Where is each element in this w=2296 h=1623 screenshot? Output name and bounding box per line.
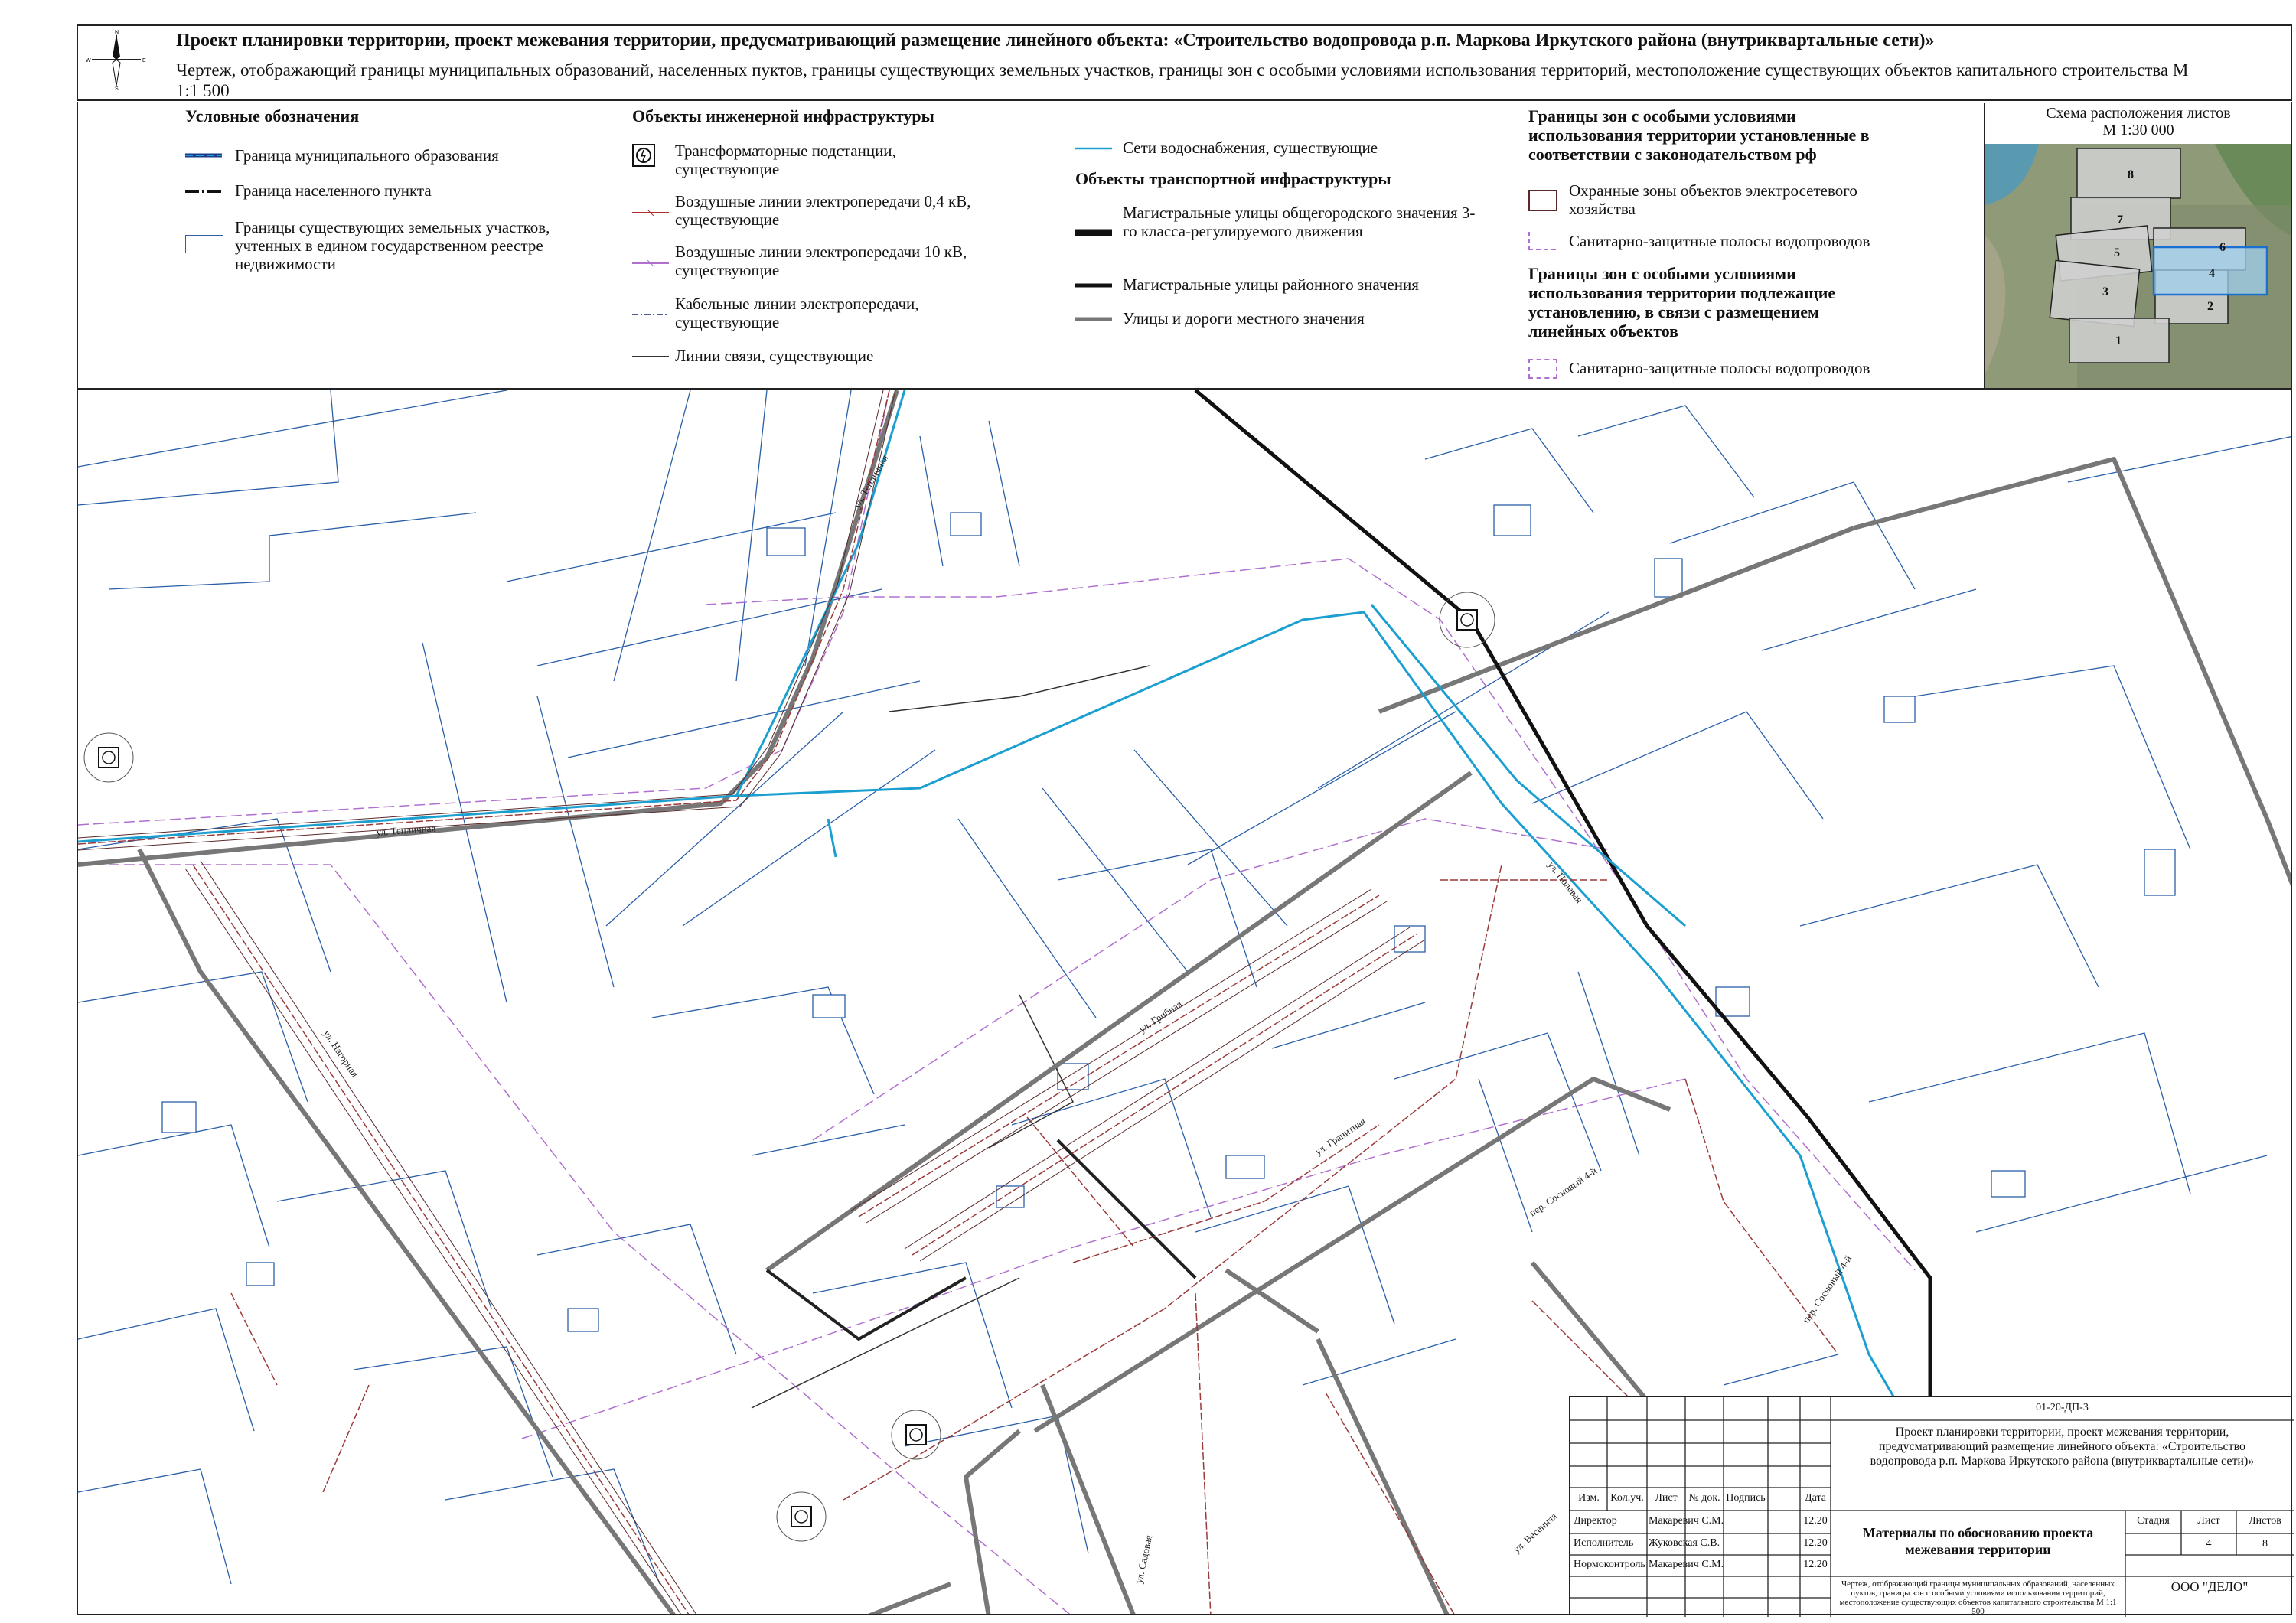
legend-item-settlement-boundary: Граница населенного пункта: [235, 181, 432, 200]
legend-item-road-local: Улицы и дороги местного значения: [1123, 309, 1365, 328]
legend-symbol-comm: [632, 354, 669, 360]
legend-item-road-district: Магистральные улицы районного значения: [1123, 275, 1419, 294]
minimap-image: [1985, 144, 2291, 388]
svg-text:S: S: [115, 86, 119, 90]
legend-item-power-04: Воздушные линии электропередачи 0,4 кВ, существующие: [675, 192, 971, 229]
north-arrow-icon: [86, 29, 147, 90]
street-label: ул. Тепличная: [850, 452, 891, 510]
col-header-rev: Изм.: [1578, 1492, 1600, 1504]
buildings: [162, 505, 2175, 1331]
street-label: ул. Грибная: [1137, 998, 1185, 1035]
legend-panel: [77, 102, 2292, 389]
name-normcontrol: Макаревич С.М.: [1649, 1559, 1724, 1570]
street-label: ул. Садовая: [1133, 1533, 1155, 1585]
transformer-station-icon: [892, 1410, 941, 1459]
legend-item-water: Сети водоснабжения, существующие: [1123, 139, 1378, 157]
minimap-label-5: 5: [2114, 246, 2120, 259]
page-title: Проект планировки территории, проект межевания территории, предусматривающий размещение линейного объекта: «Строительство водопровода р.п. Маркова Иркутского района (внутриквартальные сети)»: [176, 31, 1935, 51]
date-normcontrol: 12.20: [1803, 1559, 1828, 1570]
name-executor: Жуковская С.В.: [1649, 1537, 1720, 1549]
legend-title-conventions: Условные обозначения: [185, 106, 360, 125]
col-header-sheet: Лист: [1655, 1492, 1678, 1504]
role-normcontrol: Нормоконтроль: [1574, 1559, 1645, 1570]
legend-symbol-water: [1075, 145, 1112, 152]
legend-symbol-power-04: [632, 210, 669, 216]
settlement-boundary: [767, 1140, 1195, 1339]
legend-title-transport: Объекты транспортной инфраструктуры: [1075, 169, 1391, 188]
street-label: ул. Весенняя: [1510, 1510, 1559, 1556]
minimap-label-3: 3: [2102, 285, 2108, 298]
minimap-label-2: 2: [2207, 300, 2213, 313]
minimap-label-8: 8: [2128, 168, 2134, 181]
street-label: пер. Сосновый 4-й: [1527, 1165, 1600, 1219]
legend-title-zones-planned: Границы зон с особыми условиями использования территории подлежащие установлению, в связи с размещением линейных объектов: [1528, 264, 1836, 341]
drawing-description: Чертеж, отображающий границы муниципальных образований, населенных пуктов, границы зон с особыми условиями использования территорий, местоположение существующих объектов капитального строительства М 1:1 500: [1839, 1579, 2117, 1616]
street-label: ул. Гранитная: [1313, 1115, 1368, 1158]
legend-symbol-municipal-boundary: [185, 151, 222, 160]
minimap-title: Схема расположения листов: [2046, 105, 2231, 122]
transformer-station-icon: [84, 733, 133, 782]
legend-symbol-road-district: [1075, 282, 1112, 288]
sheet-layout-minimap: [1984, 103, 2291, 388]
legend-item-road-major: Магистральные улицы общегородского значения 3-го класса-регулируемого движения: [1123, 204, 1476, 240]
col-header-qty: Кол.уч.: [1610, 1492, 1644, 1504]
role-director: Директор: [1574, 1515, 1617, 1527]
date-executor: 12.20: [1803, 1537, 1828, 1549]
street-label: пер. Сосновый 4-й: [1800, 1253, 1854, 1325]
street-label: ул. Тепличная: [376, 822, 436, 838]
company-name: ООО "ДЕЛО": [2170, 1579, 2249, 1594]
page-subtitle: Чертеж, отображающий границы муниципальных образований, населенных пуктов, границы существующих земельных участков, границы зон с особыми условиями использования территорий, местоположение существующих объектов капитального строительства М 1:1 500: [176, 60, 2189, 100]
date-director: 12.20: [1803, 1515, 1828, 1527]
legend-item-transformer: Трансформаторные подстанции, существующие: [675, 142, 896, 178]
title-block: [1569, 1396, 2292, 1615]
project-name: Проект планировки территории, проект межевания территории, предусматривающий размещение линейного объекта: «Строительство водопровода р.п. Маркова Иркутского района (внутриквартальные сети)»: [1870, 1426, 2255, 1468]
legend-symbol-road-major: [1075, 228, 1112, 237]
minimap-label-7: 7: [2117, 213, 2123, 227]
svg-text:N: N: [115, 30, 119, 35]
minimap-scale: М 1:30 000: [2102, 122, 2174, 139]
document-code: 01-20-ДП-3: [2036, 1402, 2089, 1413]
sheet-label: Лист: [2197, 1515, 2220, 1527]
legend-symbol-power-zone: [1528, 190, 1557, 211]
street-label: ул. Нагорная: [321, 1028, 361, 1080]
transformer-station-icon: [632, 144, 655, 167]
legend-symbol-road-local: [1075, 316, 1112, 322]
transformer-station-icon: [1440, 592, 1495, 647]
sheets-label: Листов: [2249, 1515, 2281, 1527]
title-block-grid: [1570, 1397, 1831, 1617]
legend-symbol-sanitary: [1528, 232, 1556, 250]
legend-item-sanitary: Санитарно-защитные полосы водопроводов: [1569, 232, 1870, 250]
col-header-date: Дата: [1805, 1492, 1826, 1504]
transformer-station-icon: [777, 1492, 826, 1541]
legend-title-zones-established: Границы зон с особыми условиями использования территории установленные в соответствии с законодательством рф: [1528, 106, 1870, 164]
legend-title-engineering: Объекты инженерной инфраструктуры: [632, 106, 934, 125]
col-header-docno: № док.: [1688, 1492, 1720, 1504]
minimap-label-4: 4: [2209, 267, 2215, 280]
legend-item-power-zone: Охранные зоны объектов электросетевого хозяйства: [1569, 181, 1857, 218]
legend-symbol-settlement-boundary: [185, 187, 222, 195]
street-label: ул. Полевая: [1545, 859, 1586, 905]
legend-item-comm: Линии связи, существующие: [675, 347, 874, 365]
legend-item-cable: Кабельные линии электропередачи, существующие: [675, 295, 919, 331]
role-executor: Исполнитель: [1574, 1537, 1634, 1549]
legend-symbol-cable: [632, 311, 669, 318]
stage-label: Стадия: [2137, 1515, 2170, 1527]
power-protection-zones: [78, 390, 1425, 1615]
legend-item-municipal-boundary: Граница муниципального образования: [235, 146, 499, 165]
document-title: Материалы по обоснованию проекта межевания территории: [1862, 1525, 2094, 1557]
legend-symbol-power-10: [632, 260, 669, 266]
legend-symbol-parcel: [185, 235, 223, 253]
col-header-signature: Подпись: [1726, 1492, 1766, 1504]
legend-item-power-10: Воздушные линии электропередачи 10 кВ, существующие: [675, 243, 967, 279]
name-director: Макаревич С.М.: [1649, 1515, 1724, 1527]
sheet-number: 4: [2206, 1538, 2212, 1550]
minimap-label-1: 1: [2115, 334, 2122, 347]
minimap-sheet-3: [2050, 260, 2139, 326]
legend-item-parcels: Границы существующих земельных участков, учтенных в едином государственном реестре недвижимости: [235, 218, 550, 273]
legend-symbol-sanitary-planned: [1528, 359, 1557, 379]
sheets-total: 8: [2262, 1538, 2268, 1550]
comm-lines: [752, 666, 1150, 1408]
minimap-label-6: 6: [2219, 241, 2226, 254]
svg-text:W: W: [86, 58, 91, 64]
svg-text:E: E: [142, 58, 146, 64]
legend-item-sanitary-planned: Санитарно-защитные полосы водопроводов: [1569, 359, 1870, 377]
